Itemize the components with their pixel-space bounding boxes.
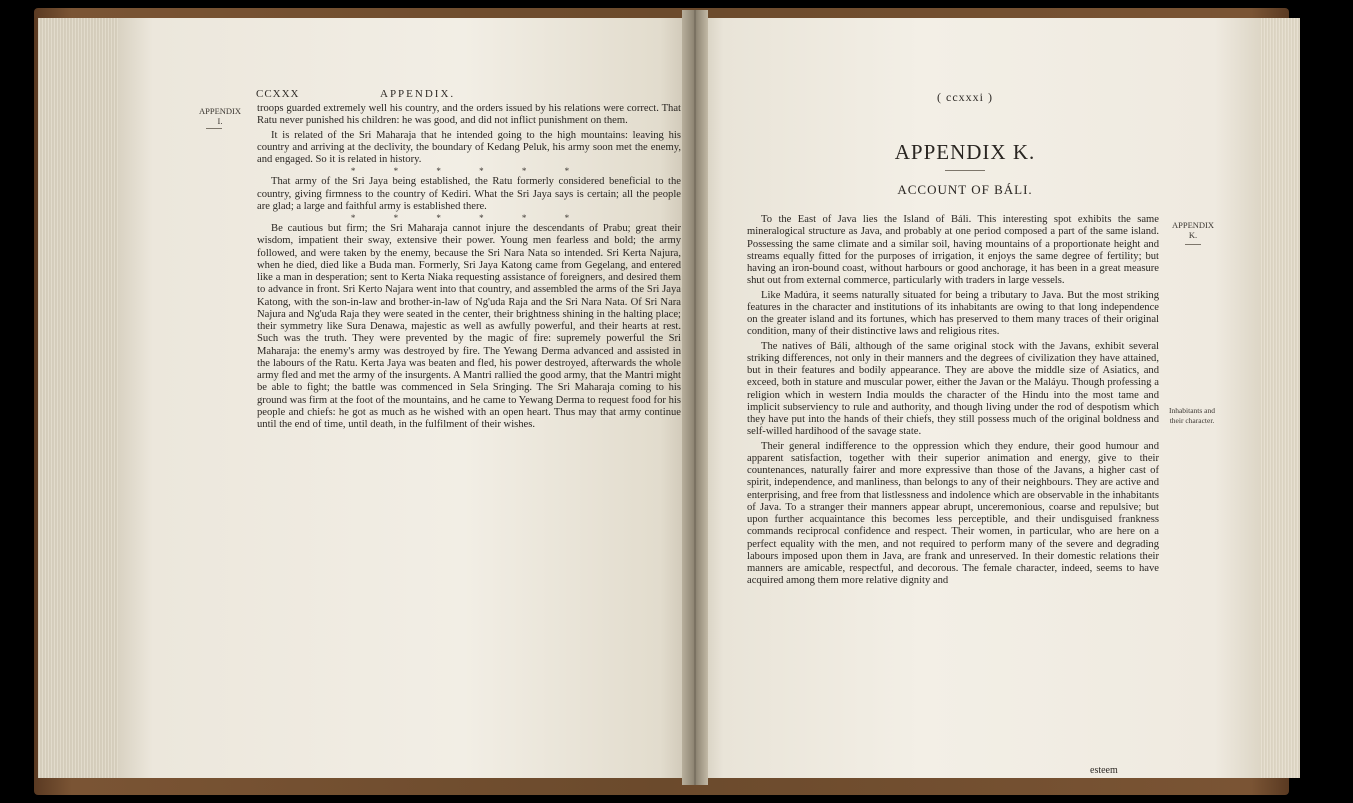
left-separator-2: * * * * * * bbox=[350, 213, 588, 223]
left-body-text bbox=[257, 103, 681, 431]
right-paragraph-2: Like Madúra, it seems naturally situated for being a tributary to Java. But the most striking features in the character and institutions of its inhabitants are owing to that long independence on the greater island and its fortunes, which has preserved to them many traces of their original condition, many of their distinctive laws and religious rites. bbox=[747, 289, 1159, 338]
right-margin-label-2: Inhabitants and their character. bbox=[1168, 406, 1216, 425]
right-paragraph-3: The natives of Báli, although of the same original stock with the Javans, exhibit several striking differences, not only in their manners and the degrees of civilization they have attained, but in their features and bodily appearance. They are above the middle size of Asiatics, and exceed, both in stature and muscular power, either the Javan or the Maláyu. Though professing a religion which in western India moulds the character of the Hindu into the most tame and implicit subserviency to rule and authority, and though living under the rod of despotism which they have put into the hands of their chiefs, they still possess much of the original boldness and self-willed hardihood of the savage state. bbox=[747, 340, 1159, 438]
left-paragraph-1: troops guarded extremely well his country, and the orders issued by his relations were correct. That Ratu never punished his children: he was good, and did not inflict punishment on them. bbox=[257, 103, 681, 127]
right-page-number: ( ccxxxi ) bbox=[937, 90, 993, 104]
left-margin-label: APPENDIX I. bbox=[198, 106, 242, 126]
right-paragraph-1: To the East of Java lies the Island of Báli. This interesting spot exhibits the same mineralogical structure as Java, and probably at one period composed a part of the same island. Possessing the same climate and a similar soil, having mountains of a proportionate height and streams equally fitted for the purposes of irrigation, it enjoys the same degree of fertility; but having an iron-bound coast, without harbours or good anchorage, it has been in a great measure shut out from external commerce, particularly with traders in large vessels. bbox=[747, 214, 1159, 287]
left-margin-rule bbox=[206, 128, 222, 129]
title-rule bbox=[945, 170, 985, 171]
appendix-subtitle: ACCOUNT OF BÁLI. bbox=[897, 182, 1033, 197]
left-page-number: CCXXX bbox=[256, 88, 300, 100]
left-separator-1: * * * * * * bbox=[350, 166, 588, 177]
left-paragraph-4: Be cautious but firm; the Sri Maharaja cannot injure the descendants of Prabu; great their wisdom, impatient their sway, extensive their power. Young men fearless and bold; the army followed, and were taken by the enemy, because the Sri Nara Nata so intended. Sri Kerta Najura, when he died, died like a Buda man. Formerly, Sri Jaya Katong came from Gegelang, and entered like a man in desperation; sent to Kerta Niaka requesting assistance of foreigners, and desired them to advance in front. Sri Kerto Najara went into that country, and assembled the arms of the Sri Jaya Katong, with the son-in-law and brother-in-law of Ng'uda Raja and the Sri Nara Nata. Of Sri Nara Najura and Ng'uda Raja they were seated in the center, their brightness shining in the halting place; their symmetry like Sura Denawa, majestic as well as awfully powerful, and their hearts at rest. Such was the truth. They were prevented by the magic of fire: supremely powerful the Sri Maharaja: the enemy's army was destroyed by fire. The Yewang Derma advanced and assisted in the labours of the Ratu. Kerta Jaya was beaten and fled, his power destroyed, afterwards the whole army fled and met the army of the insurgents. A Mantri rallied the good army, that the Mantri might be able to fight; the battle was commenced in Sela Sringing. The Sri Maharaja coming to his ground was firm at the foot of the mountains, and he came to Yewang Derma to request food for his people and chiefs: he got as much as he wished with an open heart. Thus may that army continue until the end of time, until death, in the fulfilment of their wishes. bbox=[257, 223, 681, 430]
left-paragraph-3: That army of the Sri Jaya being established, the Ratu formerly considered beneficial to the country, giving firmness to the country of Kediri. What the Sri Jaya says is certain; all the people are glad; a large and faithful army is established there. bbox=[257, 176, 681, 212]
right-body-text bbox=[747, 214, 1159, 588]
left-running-title: APPENDIX. bbox=[380, 88, 456, 100]
catchword: esteem bbox=[1090, 765, 1118, 776]
appendix-title: APPENDIX K. bbox=[894, 140, 1036, 164]
right-margin-rule bbox=[1185, 244, 1201, 245]
right-paragraph-4: Their general indifference to the oppression which they endure, their good humour and apparent satisfaction, together with their superior animation and energy, give to their countenances, naturally fairer and more expressive than those of the Javans, a higher cast of spirit, independence, and manliness, than belongs to any of their neighbours. They are active and enterprising, and free from that listlessness and indolence which are observable in the inhabitants of Java. To a stranger their manners appear abrupt, unceremonious, coarse and repulsive; but upon further acquaintance this becomes less perceptible, and their undisguised frankness commands reciprocal confidence and respect. Their women, in particular, who are here on a perfect equality with the men, and not required to perform many of the severe and degrading labours imposed upon them in Java, are frank and unreserved. In their domestic relations their manners are amicable, respectful, and decorous. The female character, indeed, seems to have acquired among them more relative dignity and bbox=[747, 440, 1159, 587]
right-margin-label-1: APPENDIX K. bbox=[1171, 220, 1215, 240]
left-paragraph-2: It is related of the Sri Maharaja that he intended going to the high mountains: leaving his country and arriving at the declivity, the boundary of Kedang Peluk, his army soon met the enemy, and engaged. So it is related in history. bbox=[257, 129, 681, 165]
book-gutter bbox=[682, 10, 708, 785]
